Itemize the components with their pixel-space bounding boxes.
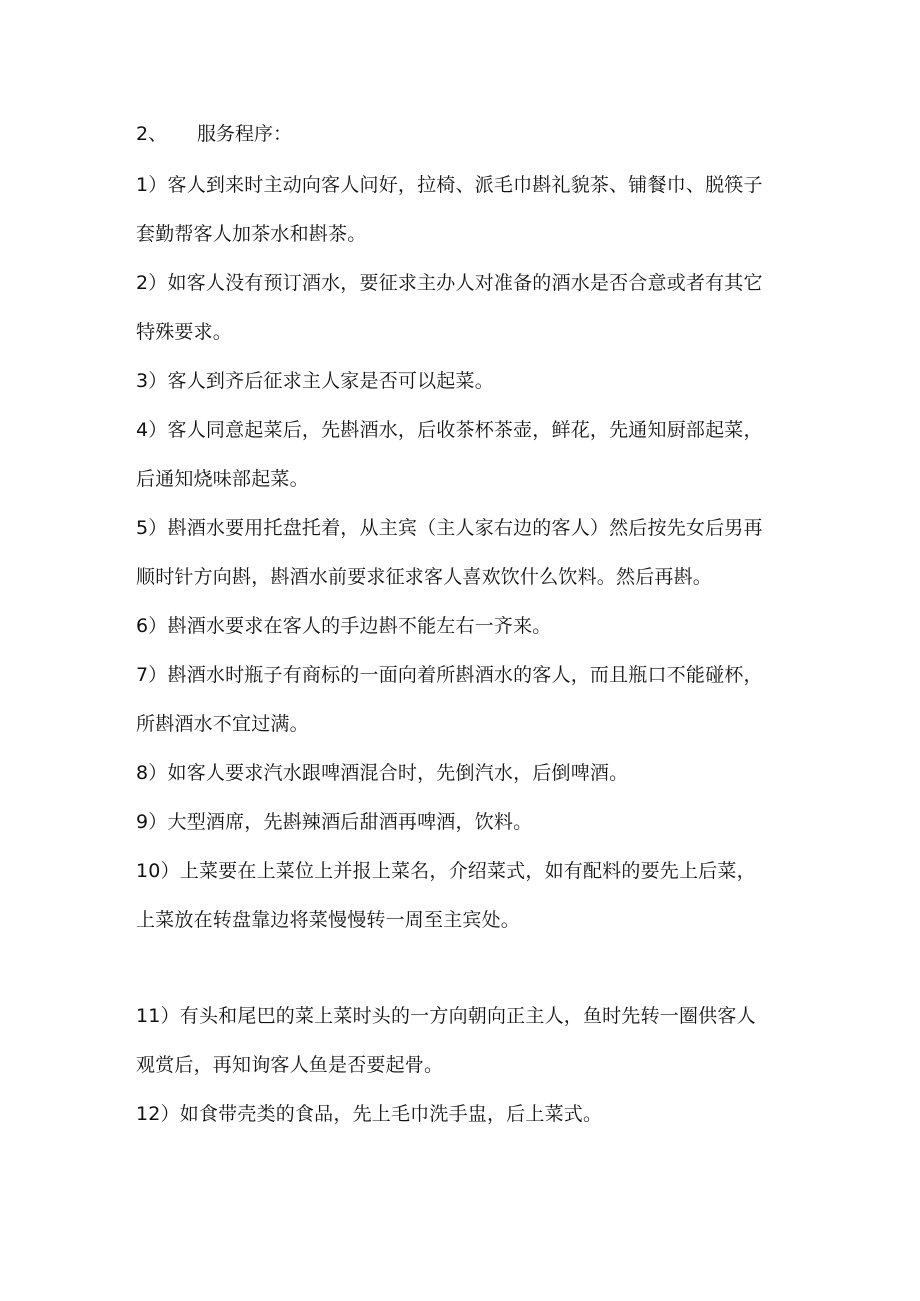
item-2-line-2: 特殊要求。: [136, 321, 233, 343]
item-7-line-1: 7）斟酒水时瓶子有商标的一面向着所斟酒水的客人，而且瓶口不能碰杯，: [136, 664, 763, 686]
item-3-line-1: 3）客人到齐后征求主人家是否可以起菜。: [136, 370, 494, 392]
item-10-line-2: 上菜放在转盘靠边将菜慢慢转一周至主宾处。: [136, 909, 521, 931]
item-10-line-1: 10）上菜要在上菜位上并报上菜名，介绍菜式，如有配料的要先上后菜，: [136, 860, 756, 882]
item-6-line-1: 6）斟酒水要求在客人的手边斟不能左右一齐来。: [136, 615, 552, 637]
item-5-line-1: 5）斟酒水要用托盘托着，从主宾（主人家右边的客人）然后按先女后男再: [136, 517, 763, 539]
item-4-line-2: 后通知烧味部起菜。: [136, 468, 309, 490]
section-title: 服务程序：: [197, 123, 293, 145]
item-4-line-1: 4）客人同意起菜后，先斟酒水，后收茶杯茶壶，鲜花，先通知厨部起菜，: [136, 419, 763, 441]
item-1-line-2: 套勤帮客人加茶水和斟茶。: [136, 223, 367, 245]
item-9-line-1: 9）大型酒席，先斟辣酒后甜酒再啤酒，饮料。: [136, 811, 533, 833]
item-8-line-1: 8）如客人要求汽水跟啤酒混合时，先倒汽水，后倒啤酒。: [136, 762, 629, 784]
item-12-line-1: 12）如食带壳类的食品，先上毛巾洗手盅，后上菜式。: [136, 1103, 603, 1125]
item-11-line-2: 观赏后，再知询客人鱼是否要起骨。: [136, 1054, 444, 1076]
item-5-line-2: 顺时针方向斟，斟酒水前要求征求客人喜欢饮什么饮料。然后再斟。: [136, 566, 713, 588]
item-7-line-2: 所斟酒水不宜过满。: [136, 713, 309, 735]
item-2-line-1: 2）如客人没有预订酒水，要征求主办人对准备的酒水是否合意或者有其它: [136, 272, 763, 294]
item-11-line-1: 11）有头和尾巴的菜上菜时头的一方向朝向正主人，鱼时先转一圈供客人: [136, 1005, 756, 1027]
section-number: 2、: [136, 123, 168, 145]
item-1-line-1: 1）客人到来时主动向客人问好，拉椅、派毛巾斟礼貌茶、铺餐巾、脱筷子: [136, 174, 763, 196]
